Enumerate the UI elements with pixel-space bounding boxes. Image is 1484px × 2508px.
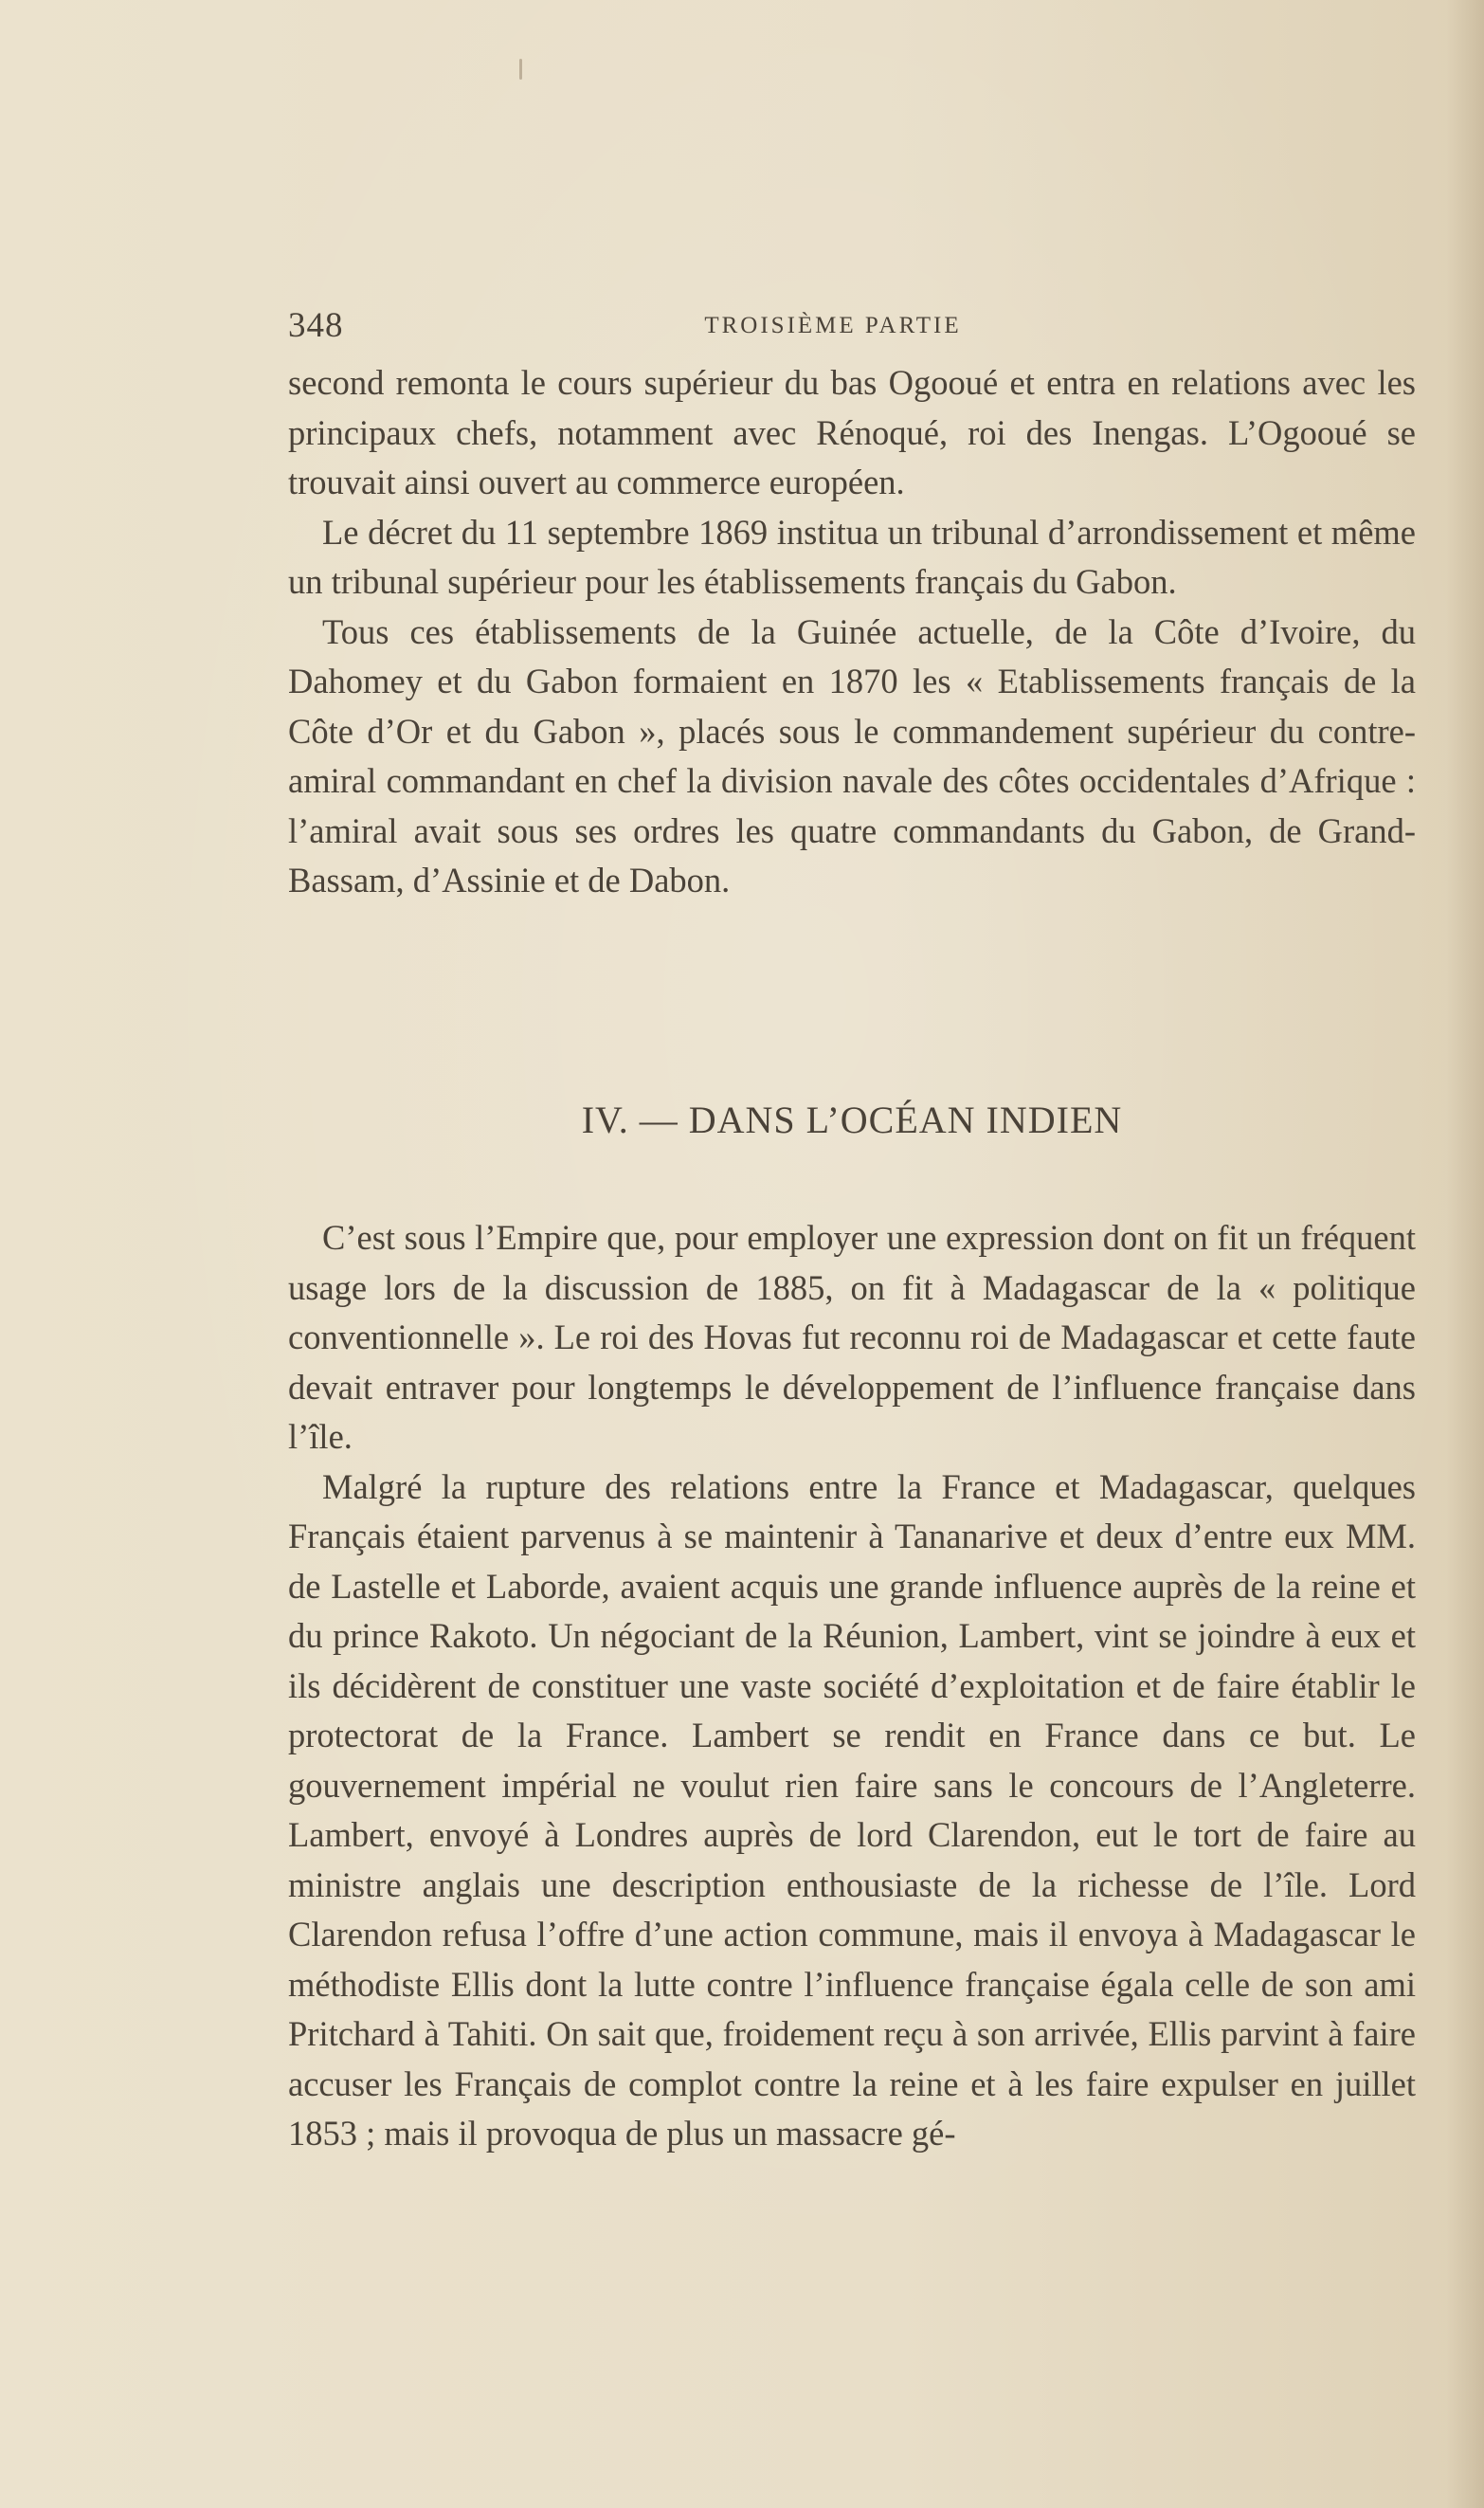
- paragraph: Tous ces établissements de la Guinée actuelle, de la Côte d’Ivoire, du Dahomey et du Gabon formaient en 1870 les « Etablissements français de la Côte d’Or et du Gabon », placés sous le commandement supérieur du contre-amiral commandant en chef la division navale des côtes occidentales d’Afrique : l’amiral avait sous ses ordres les quatre commandants du Gabon, de Grand-Bassam, d’Assinie et de Dabon.: [288, 611, 1416, 900]
- section-heading: IV. — DANS L’OCÉAN INDIEN: [581, 1099, 1123, 1141]
- ink-stain: [519, 59, 522, 80]
- paragraph: second remonta le cours supérieur du bas Ogooué et entra en relations avec les principaux chefs, notamment avec Rénoqué, roi des Inengas. L’Ogooué se trouvait ainsi ouvert au commerce européen.: [288, 363, 1416, 501]
- page-header: [288, 305, 1416, 353]
- page-number: 348: [288, 306, 344, 345]
- paragraph: Malgré la rupture des relations entre la France et Madagascar, quelques Français étaient parvenus à se maintenir à Tananarive et deux d’entre eux MM. de Lastelle et Laborde, avaient acquis une grande influence auprès de la reine et du prince Rakoto. Un négociant de la Réunion, Lambert, vint se joindre à eux et ils décidèrent de constituer une vaste société d’exploitation et de faire établir le protectorat de la France. Lambert se rendit en France dans ce but. Le gouvernement impérial ne voulut rien faire sans le concours de l’Angleterre. Lambert, envoyé à Londres auprès de lord Clarendon, eut le tort de faire au ministre anglais une description enthousiaste de la richesse de l’île. Lord Clarendon refusa l’offre d’une action commune, mais il envoya à Madagascar le méthodiste Ellis dont la lutte contre l’influence française égala celle de son ami Pritchard à Tahiti. On sait que, froidement reçu à son arrivée, Ellis parvint à faire accuser les Français de complot contre la reine et à les faire expulser en juillet 1853 ; mais il provoqua de plus un massacre gé-: [288, 1466, 1416, 2153]
- page-edge-shadow: [1446, 0, 1484, 2508]
- running-title: TROISIÈME PARTIE: [704, 313, 962, 338]
- paragraph: Le décret du 11 septembre 1869 institua un tribunal d’arrondissement et même un tribunal supérieur pour les établissements français du Gabon.: [288, 512, 1416, 601]
- text-block-after-heading: [288, 1213, 1416, 2159]
- text-block-before-heading: [288, 358, 1416, 906]
- paragraph: C’est sous l’Empire que, pour employer une expression dont on fit un fréquent usage lors de la discussion de 1885, on fit à Madagascar de la « politique conventionnelle ». Le roi des Hovas fut reconnu roi de Madagascar et cette faute devait entraver pour longtemps le développement de l’influence française dans l’île.: [288, 1218, 1416, 1456]
